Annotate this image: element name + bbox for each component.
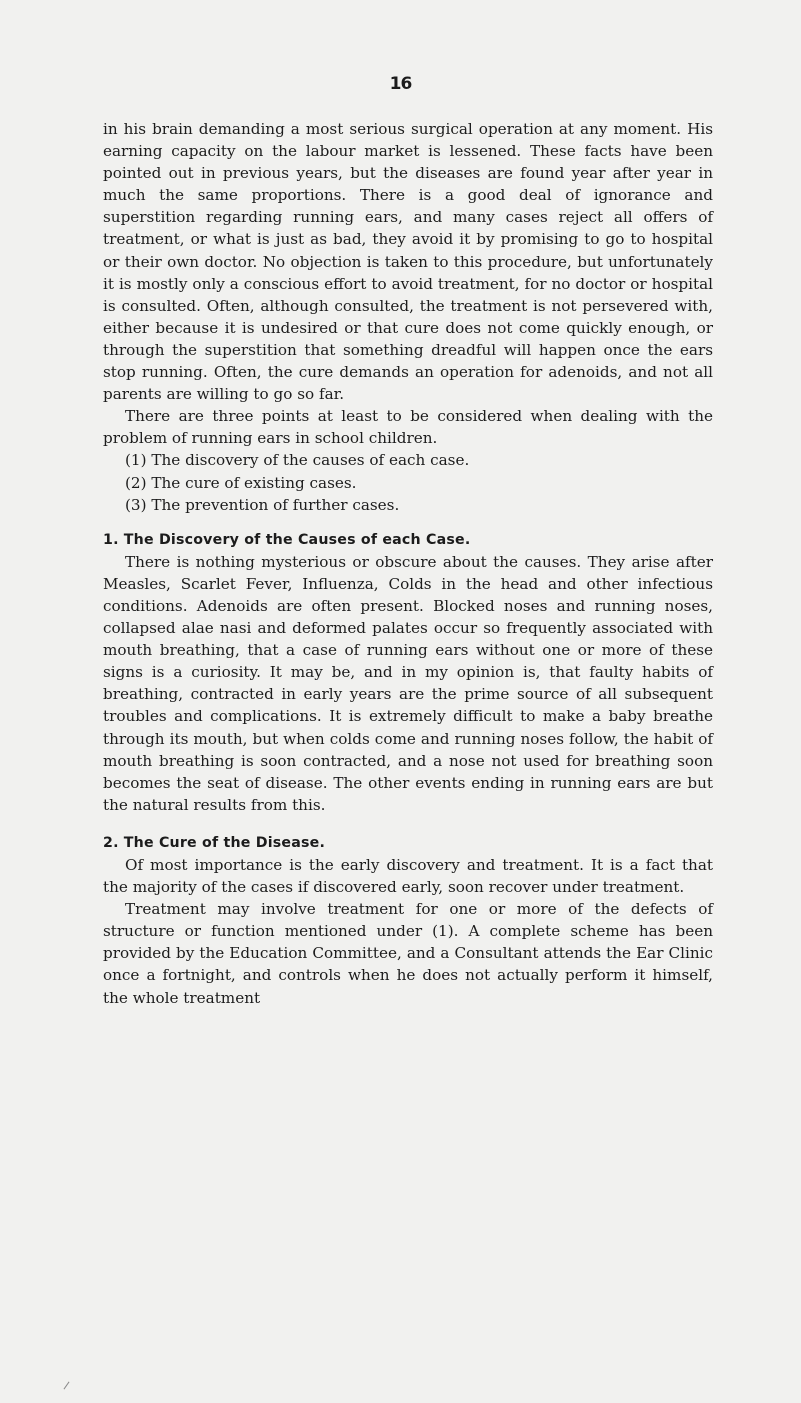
point-item-1: (1) The discovery of the causes of each case. — [125, 451, 470, 470]
body-text — [103, 118, 713, 1009]
point-item-2: (2) The cure of existing cases. — [125, 473, 357, 492]
section-gap — [103, 816, 713, 832]
page-number: 16 — [389, 74, 412, 94]
section-gap — [103, 516, 713, 529]
points-list — [103, 449, 713, 515]
section-1-paragraph: There is nothing mysterious or obscure about the causes. They arise after Measles, Scarlet Fever, Influenza, Colds in the head and other infectious conditions. Adenoids are often present. Blocked noses and running noses, collapsed alae nasi and deformed palates occur so frequently associated with mouth breathing, that a case of running ears without one or more of these signs is a curiosity. It may be, and in my opinion is, that faulty habits of breathing, contracted in early years are the prime source of all subsequent troubles and complications. It is extremely difficult to make a baby breathe through its mouth, but when colds come and running noses follow, the habit of mouth breathing is soon contracted, and a nose not used for breathing soon becomes the seat of disease. The other events ending in running ears are but the natural results from this. — [103, 552, 713, 814]
intro-paragraph-1: in his brain demanding a most serious surgical operation at any moment. His earning capacity on the labour market is lessened. These facts have been pointed out in previous years, but the diseases are found year after year in much the same proportions. There is a good deal of ignorance and superstition regarding running ears, and many cases reject all offers of treatment, or what is just as bad, they avoid it by promising to go to hospital or their own doctor. No objection is taken to this procedure, but unfortunately it is mostly only a conscious effort to avoid treatment, for no doctor or hospital is consulted. Often, although consulted, the treatment is not persevered with, either because it is undesired or that cure does not come quickly enough, or through the superstition that something dreadful will happen once the ears stop running. Often, the cure demands an operation for adenoids, and not all parents are willing to go so far. — [103, 120, 713, 404]
section-1-heading: 1. The Discovery of the Causes of each Case. — [103, 531, 471, 548]
section-2-paragraph-1: Of most importance is the early discovery and treatment. It is a fact that the majority of the cases if discovered early, soon recover under treatment. — [103, 856, 713, 897]
section-2-paragraph-2: Treatment may involve treatment for one or more of the defects of structure or function mentioned under (1). A complete scheme has been provided by the Education Committee, and a Consultant attends the Ear Clinic once a fortnight, and controls when he does not actually perform it himself, the whole treatment — [103, 900, 713, 1007]
point-item-3: (3) The prevention of further cases. — [125, 495, 400, 514]
section-2-heading: 2. The Cure of the Disease. — [103, 834, 326, 851]
scan-mark — [64, 1382, 70, 1390]
intro-paragraph-2: There are three points at least to be considered when dealing with the problem of running ears in school children. — [103, 407, 713, 448]
